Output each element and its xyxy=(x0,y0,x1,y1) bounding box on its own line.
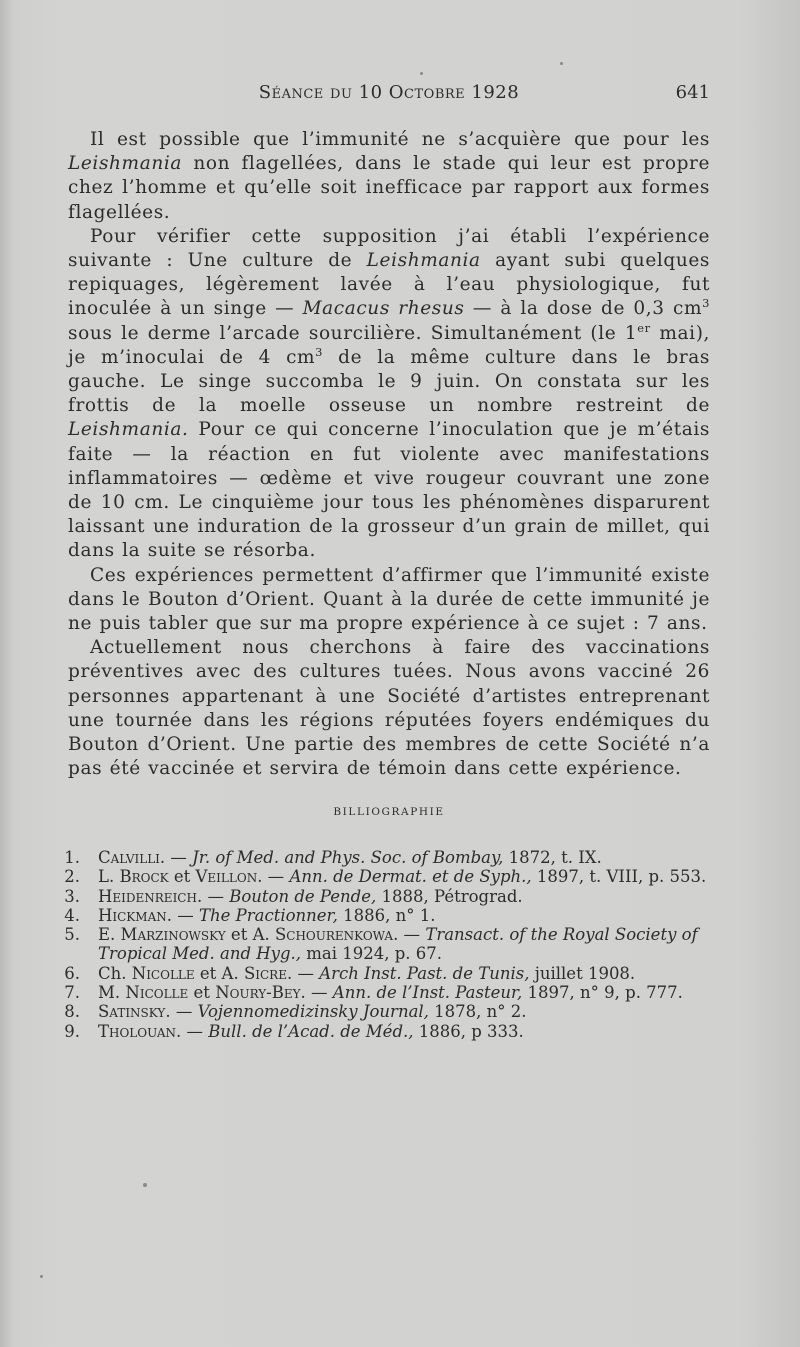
italic-text: Leishmania xyxy=(366,250,481,272)
bibliography-entry xyxy=(62,983,712,1002)
text-run: et A. xyxy=(194,963,244,983)
italic-text: Jr. of Med. and Phys. Soc. of Bombay, xyxy=(192,848,504,867)
small-caps-name: Sicre. xyxy=(243,963,293,983)
text-run: mai), je m’inoculai de 4 cm xyxy=(68,322,710,368)
running-title-month: Octobre xyxy=(388,82,466,103)
running-title-year: 1928 xyxy=(471,82,520,103)
page-number: 641 xyxy=(675,82,710,103)
italic-text: Leishmania xyxy=(68,153,182,175)
italic-text: Leishmania. xyxy=(68,419,189,441)
paragraph xyxy=(68,128,710,225)
text-run: — xyxy=(170,1002,198,1022)
text-run: 1888, Pétrograd. xyxy=(376,886,523,906)
italic-text: Macacus rhesus xyxy=(302,298,465,320)
scan-speck xyxy=(420,72,423,75)
superscript-text: er xyxy=(637,320,651,335)
superscript-text: 3 xyxy=(702,296,710,311)
text-run: — xyxy=(171,905,199,925)
bibliography-list xyxy=(62,848,712,1041)
scan-speck xyxy=(143,1183,147,1187)
bibliography-entry xyxy=(62,848,712,867)
small-caps-name: Tholouan. xyxy=(98,1021,182,1041)
italic-text: Bull. de l’Acad. de Méd., xyxy=(208,1021,414,1041)
small-caps-name: Marzinowsky xyxy=(120,925,226,945)
running-title-word-du: du xyxy=(330,82,353,103)
small-caps-name: Hickman. xyxy=(98,905,172,925)
bibliography-entry-number: 3. xyxy=(64,886,80,906)
text-run: — xyxy=(398,925,426,945)
text-run: de la même culture dans le bras gauche. Le singe succomba le 9 juin. On constata sur les frottis de la moelle osseuse un nombre restreint de xyxy=(68,346,710,417)
text-run: 1897, n° 9, p. 777. xyxy=(522,983,683,1003)
bibliography-entry-number: 7. xyxy=(64,983,80,1003)
text-run: M. xyxy=(98,983,126,1003)
bibliography-entry xyxy=(62,867,712,886)
bibliography-entry-number: 6. xyxy=(64,963,80,983)
italic-text: Ann. de Dermat. et de Syph., xyxy=(289,867,532,887)
text-run: 1886, n° 1. xyxy=(337,905,436,925)
text-run: Pour ce qui concerne l’inoculation que je m’étais faite — la réaction en fut violente avec manifestations inflammatoires — œdème et vive rougeur couvrant une zone de 10 cm. Le cinquième jour tous les phénomènes disparurent laissant une induration de la grosseur d’un grain de millet, qui dans la suite se résorba. xyxy=(68,419,710,562)
bibliography-heading: BILLIOGRAPHIE xyxy=(333,806,445,818)
text-run: juillet 1908. xyxy=(529,963,636,983)
text-run: et xyxy=(168,867,196,887)
running-header xyxy=(68,82,710,110)
italic-text: Transact. of the Royal Society of Tropical Med. and Hyg., xyxy=(98,925,698,964)
text-run: — xyxy=(305,983,333,1003)
small-caps-name: Nicolle xyxy=(131,963,195,983)
text-run: — xyxy=(165,848,193,867)
text-run: — xyxy=(181,1021,209,1041)
text-run: non flagellées, dans le stade qui leur est propre chez l’homme et qu’elle soit inefficace par rapport aux formes flagellées. xyxy=(68,153,710,223)
paragraph xyxy=(68,564,710,637)
text-run: Actuellement nous cherchons à faire des vaccinations préventives avec des cultures tuées. Nous avons vacciné 26 personnes appartenant à une Société d’artistes entreprenant une tournée dans les régions réputées foyers endémiques du Bouton d’Orient. Une partie des membres de cette Société n’a pas été vaccinée et servira de témoin dans cette expérience. xyxy=(68,637,710,780)
bibliography-entry xyxy=(62,887,712,906)
text-run: 1897, t. VIII, p. 553. xyxy=(531,867,707,887)
small-caps-name: Heidenreich. xyxy=(98,886,203,906)
text-run: E. xyxy=(98,925,121,945)
bibliography-entry-number: 2. xyxy=(64,867,80,887)
scan-speck xyxy=(40,1275,43,1278)
text-run: — xyxy=(292,963,320,983)
text-run: 1878, n° 2. xyxy=(428,1002,527,1022)
text-run: Il est possible que l’immunité ne s’acquière que pour les xyxy=(90,129,710,150)
small-caps-name: Schourenkowa. xyxy=(274,925,399,945)
article-body xyxy=(68,128,710,781)
italic-text: The Practionner, xyxy=(198,905,338,925)
text-run: Pour vérifier cette supposition j’ai établi l’expérience suivante : Une culture de xyxy=(68,225,710,272)
bibliography-entry-number: 1. xyxy=(64,848,80,867)
paragraph xyxy=(68,636,710,781)
text-run: Ces expériences permettent d’affirmer que l’immunité existe dans le Bouton d’Orient. Quant à la durée de cette immunité je ne puis tabler que sur ma propre expérience à ce sujet : 7 ans. xyxy=(68,564,710,635)
bibliography-entry xyxy=(62,925,712,964)
text-run: L. xyxy=(98,867,120,887)
running-title-day: 10 xyxy=(358,82,383,103)
bibliography-entry xyxy=(62,1022,712,1041)
small-caps-name: Nicolle xyxy=(125,983,189,1003)
italic-text: Arch Inst. Past. de Tunis, xyxy=(319,963,530,983)
italic-text: Vojennomedizinsky Journal, xyxy=(197,1002,429,1022)
bibliography-entry xyxy=(62,964,712,983)
text-run: — à la dose de 0,3 cm xyxy=(464,298,703,320)
scan-speck xyxy=(560,62,563,65)
bibliography-entry xyxy=(62,1002,712,1021)
running-title-word-seance: Séance xyxy=(258,82,324,103)
text-run: — xyxy=(262,867,290,887)
bibliography-entry-number: 4. xyxy=(64,905,80,925)
small-caps-name: Veillon. xyxy=(195,867,263,887)
text-run: ayant subi quelques repiquages, légèrement lavée à l’eau physiologique, fut inoculée à un singe — xyxy=(68,250,710,320)
small-caps-name: Brock xyxy=(119,867,169,887)
small-caps-name: Calvilli. xyxy=(98,848,166,867)
bibliography-entry-number: 8. xyxy=(64,1002,80,1022)
running-title xyxy=(68,82,710,103)
text-run: 1872, t. IX. xyxy=(503,848,602,867)
italic-text: Bouton de Pende, xyxy=(229,886,377,906)
text-run: — xyxy=(202,886,230,906)
small-caps-name: Noury-Bey. xyxy=(215,983,306,1003)
text-run: et A. xyxy=(225,925,275,945)
small-caps-name: Satinsky. xyxy=(98,1002,171,1022)
text-run: et xyxy=(188,983,216,1003)
text-run: mai 1924, p. 67. xyxy=(301,944,443,964)
superscript-text: 3 xyxy=(315,344,324,359)
text-run: 1886, p 333. xyxy=(413,1021,524,1041)
paragraph xyxy=(68,225,710,564)
text-run: sous le derme l’arcade sourcilière. Simultanément (le 1 xyxy=(68,322,638,344)
text-run: Ch. xyxy=(98,963,132,983)
bibliography-entry-number: 5. xyxy=(64,925,80,945)
italic-text: Ann. de l’Inst. Pasteur, xyxy=(332,983,523,1003)
bibliography-entry-number: 9. xyxy=(64,1021,80,1041)
bibliography-entry xyxy=(62,906,712,925)
